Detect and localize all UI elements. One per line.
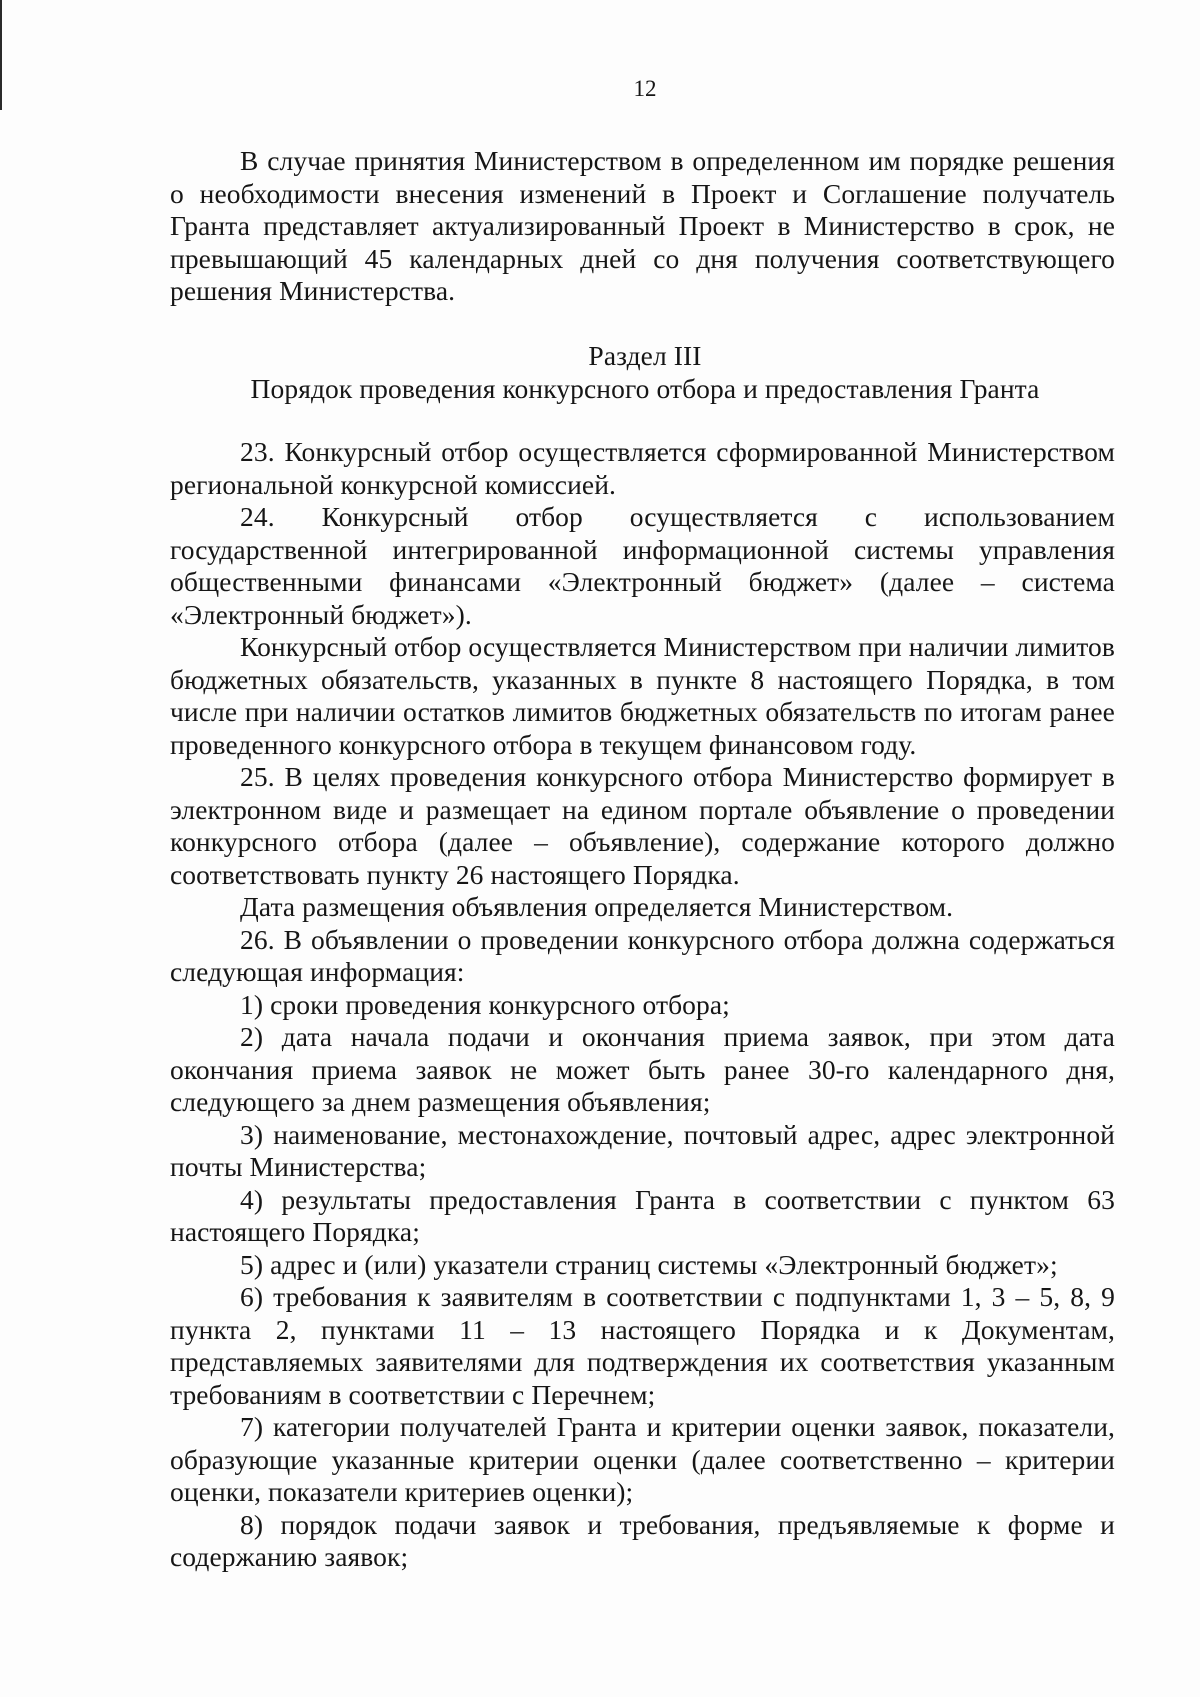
list-item-3: 3) наименование, местонахождение, почтовый адрес, адрес электронной почты Министерства; (170, 1118, 1115, 1182)
list-item-6: 6) требования к заявителям в соответствии с подпунктами 1, 3 – 5, 8, 9 пункта 2, пунктами 11 – 13 настоящего Порядка и к Документам, представляемых заявителями для подтверждения их соответствия указанным требованиям в соответствии с Перечнем; (170, 1281, 1115, 1410)
section-body (170, 436, 1115, 1574)
list-item-8: 8) порядок подачи заявок и требования, предъявляемые к форме и содержанию заявок; (170, 1508, 1115, 1572)
paragraph-25: 25. В целях проведения конкурсного отбора Министерство формирует в электронном виде и размещает на едином портале объявление о проведении конкурсного отбора (далее – объявление), содержание которого должно соответствовать пункту 26 настоящего Порядка. (170, 761, 1115, 890)
list-item-2: 2) дата начала подачи и окончания приема заявок, при этом дата окончания приема заявок не может быть ранее 30-го календарного дня, следующего за днем размещения объявления; (170, 1021, 1115, 1117)
paragraph-25-date: Дата размещения объявления определяется Министерством. (240, 891, 954, 922)
paragraph-24-limits: Конкурсный отбор осуществляется Министерством при наличии лимитов бюджетных обязательств, указанных в пункте 8 настоящего Порядка, в том числе при наличии остатков лимитов бюджетных обязательств по итогам ранее проведенного конкурсного отбора в текущем финансовом году. (170, 631, 1115, 760)
list-item-5: 5) адрес и (или) указатели страниц системы «Электронный бюджет»; (240, 1248, 1058, 1280)
section-heading (170, 340, 1120, 405)
list-item-1: 1) сроки проведения конкурсного отбора; (240, 988, 730, 1020)
section-number: Раздел III (588, 340, 702, 371)
intro-paragraph: В случае принятия Министерством в определенном им порядке решения о необходимости внесения изменений в Проект и Соглашение получатель Гранта представляет актуализированный Проект в Министерство в срок, не превышающий 45 календарных дней со дня получения соответствующего решения Министерства. (170, 145, 1115, 306)
paragraph-23: 23. Конкурсный отбор осуществляется сформированной Министерством региональной конкурсной комиссией. (170, 436, 1115, 500)
list-item-7: 7) категории получателей Гранта и критерии оценки заявок, показатели, образующие указанные критерии оценки (далее соответственно – критерии оценки, показатели критериев оценки); (170, 1411, 1115, 1507)
section-title: Порядок проведения конкурсного отбора и предоставления Гранта (250, 372, 1040, 404)
paragraph-26: 26. В объявлении о проведении конкурсного отбора должна содержаться следующая информация: (170, 923, 1115, 987)
paragraph-24: 24. Конкурсный отбор осуществляется с использованием государственной интегрированной информационной системы управления общественными финансами «Электронный бюджет» (далее – система «Электронный бюджет»). (170, 501, 1115, 630)
list-item-4: 4) результаты предоставления Гранта в соответствии с пунктом 63 настоящего Порядка; (170, 1183, 1115, 1247)
page-number: 12 (633, 76, 657, 101)
intro-block (170, 145, 1115, 308)
